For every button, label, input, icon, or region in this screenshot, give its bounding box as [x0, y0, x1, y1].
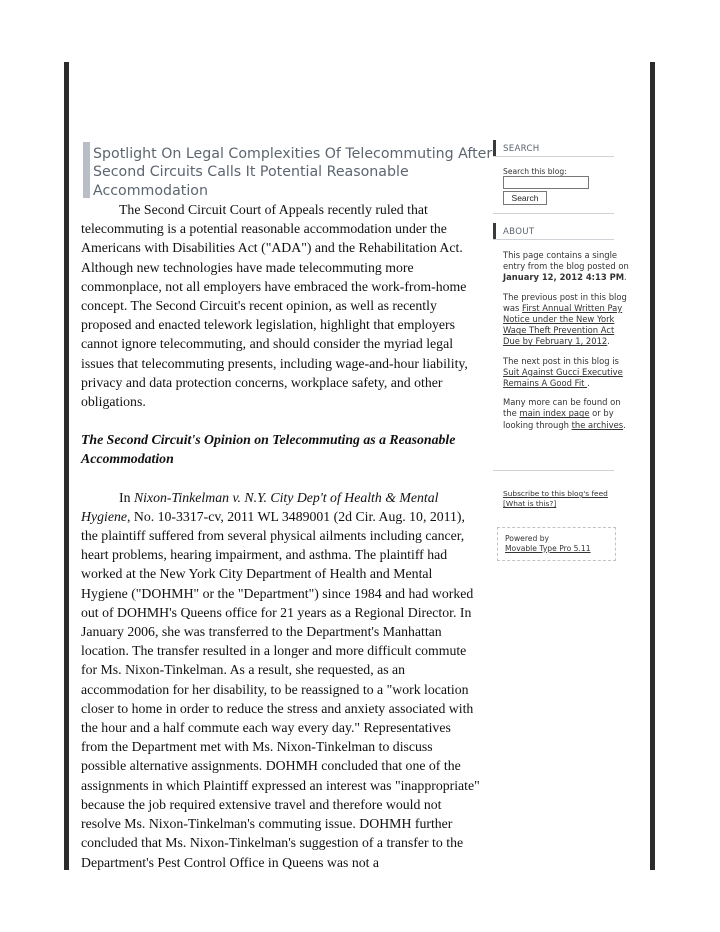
previous-post-end: .	[607, 336, 610, 347]
about-previous-post	[503, 292, 633, 348]
post-title: Spotlight On Legal Complexities Of Telecommuting After Second Circuits Calls It Potential Reasonable Accommodation	[93, 146, 493, 199]
about-heading-marker	[493, 223, 496, 239]
search-input[interactable]	[503, 176, 589, 189]
main-index-link[interactable]: main index page	[519, 408, 590, 419]
paragraph-lead: In	[119, 489, 134, 505]
more-links-label: Many more can be found on the	[503, 397, 621, 419]
previous-post-label: The previous post in this blog was	[503, 291, 627, 313]
subscribe-feed-link[interactable]: Subscribe to this blog's feed	[503, 489, 608, 498]
paragraph-spacer	[81, 411, 481, 430]
search-bottom-rule	[493, 213, 614, 214]
movable-type-link[interactable]: Movable Type Pro 5.11	[505, 543, 591, 553]
post-paragraph-case	[81, 488, 481, 872]
search-heading: SEARCH	[503, 144, 540, 154]
about-entry-end: .	[624, 272, 627, 283]
page-frame-left-border	[64, 62, 69, 870]
search-label: Search this blog:	[503, 167, 567, 176]
about-entry-text: This page contains a single entry from the blog posted on	[503, 250, 629, 272]
about-entry-date: January 12, 2012 4:13 PM	[503, 272, 625, 283]
post-body	[81, 200, 481, 872]
previous-post-link[interactable]: First Annual Written Pay Notice under the New York Wage Theft Prevention Act Due by February 1, 2012	[503, 302, 623, 347]
about-more-links	[503, 397, 633, 431]
about-content	[503, 250, 633, 439]
about-heading-rule	[493, 239, 614, 240]
post-paragraph-intro: The Second Circuit Court of Appeals recently ruled that telecommuting is a potential reasonable accommodation under the Americans with Disabilities Act ("ADA") and the Rehabilitation Act. Although new technologies have made telecommuting more commonplace, not all employers have embraced the work-from-home concept. The Second Circuit's recent opinion, as well as recently proposed and enacted telework legislation, highlight that employers cannot ignore telecommuting, and should consider the myriad legal issues that telecommuting presents, including wage-and-hour liability, privacy and data protection concerns, workplace safety, and other obligations.	[81, 202, 468, 410]
about-entry-info	[503, 250, 633, 284]
about-next-post	[503, 356, 633, 390]
post-subheading: The Second Circuit's Opinion on Telecommuting as a Reasonable Accommodation	[81, 432, 456, 467]
case-citation: Nixon-Tinkelman v. N.Y. City Dep't of Health & Mental Hygiene	[81, 489, 439, 524]
more-links-end: .	[623, 419, 626, 430]
page-frame-right-border	[650, 62, 655, 870]
search-heading-marker	[493, 140, 496, 156]
next-post-link[interactable]: Suit Against Gucci Executive Remains A Good Fit	[503, 366, 623, 389]
more-links-mid: or by looking through	[503, 408, 614, 430]
about-heading: ABOUT	[503, 227, 535, 237]
next-post-end: .	[587, 378, 590, 389]
feed-help-link[interactable]: [What is this?]	[503, 498, 557, 508]
feed-block	[503, 489, 633, 508]
paragraph-spacer	[81, 469, 481, 488]
about-bottom-rule	[493, 470, 614, 471]
next-post-label: The next post in this blog is	[503, 355, 619, 366]
archives-link[interactable]: the archives	[571, 419, 624, 430]
search-button[interactable]: Search	[503, 191, 547, 205]
paragraph-text: , No. 10-3317-cv, 2011 WL 3489001 (2d Cir. Aug. 10, 2011), the plaintiff suffered from several physical ailments including cancer, heart problems, hearing impairment, and asthma. The plaintiff had worked at the New York City Department of Health and Mental Hygiene ("DOHMH" or the "Department") since 1984 and had worked out of DOHMH's Queens office for 21 years as a Regional Director. In January 2006, she was transferred to the Department's Manhattan location. The transfer resulted in a longer and more difficult commute for Ms. Nixon-Tinkelman. As a result, she requested, as an accommodation for her disability, to be reassigned to a "work location closer to home in order to reduce the stress and anxiety associated with the hour and a half commute each way every day." Representatives from the Department met with Ms. Nixon-Tinkelman to discuss possible alternative assignments. DOHMH concluded that one of the assignments in which Plaintiff expressed an interest was "inappropriate" because the job required extensive travel and therefore would not resolve Ms. Nixon-Tinkelman's commuting issue. DOHMH further concluded that Ms. Nixon-Tinkelman's suggestion of a transfer to the Department's Pest Control Office in Queens was not a	[81, 508, 480, 870]
powered-by-label: Powered by	[505, 534, 550, 543]
search-heading-rule	[493, 156, 614, 157]
powered-by-box	[497, 527, 616, 561]
title-accent-bar	[83, 142, 90, 198]
